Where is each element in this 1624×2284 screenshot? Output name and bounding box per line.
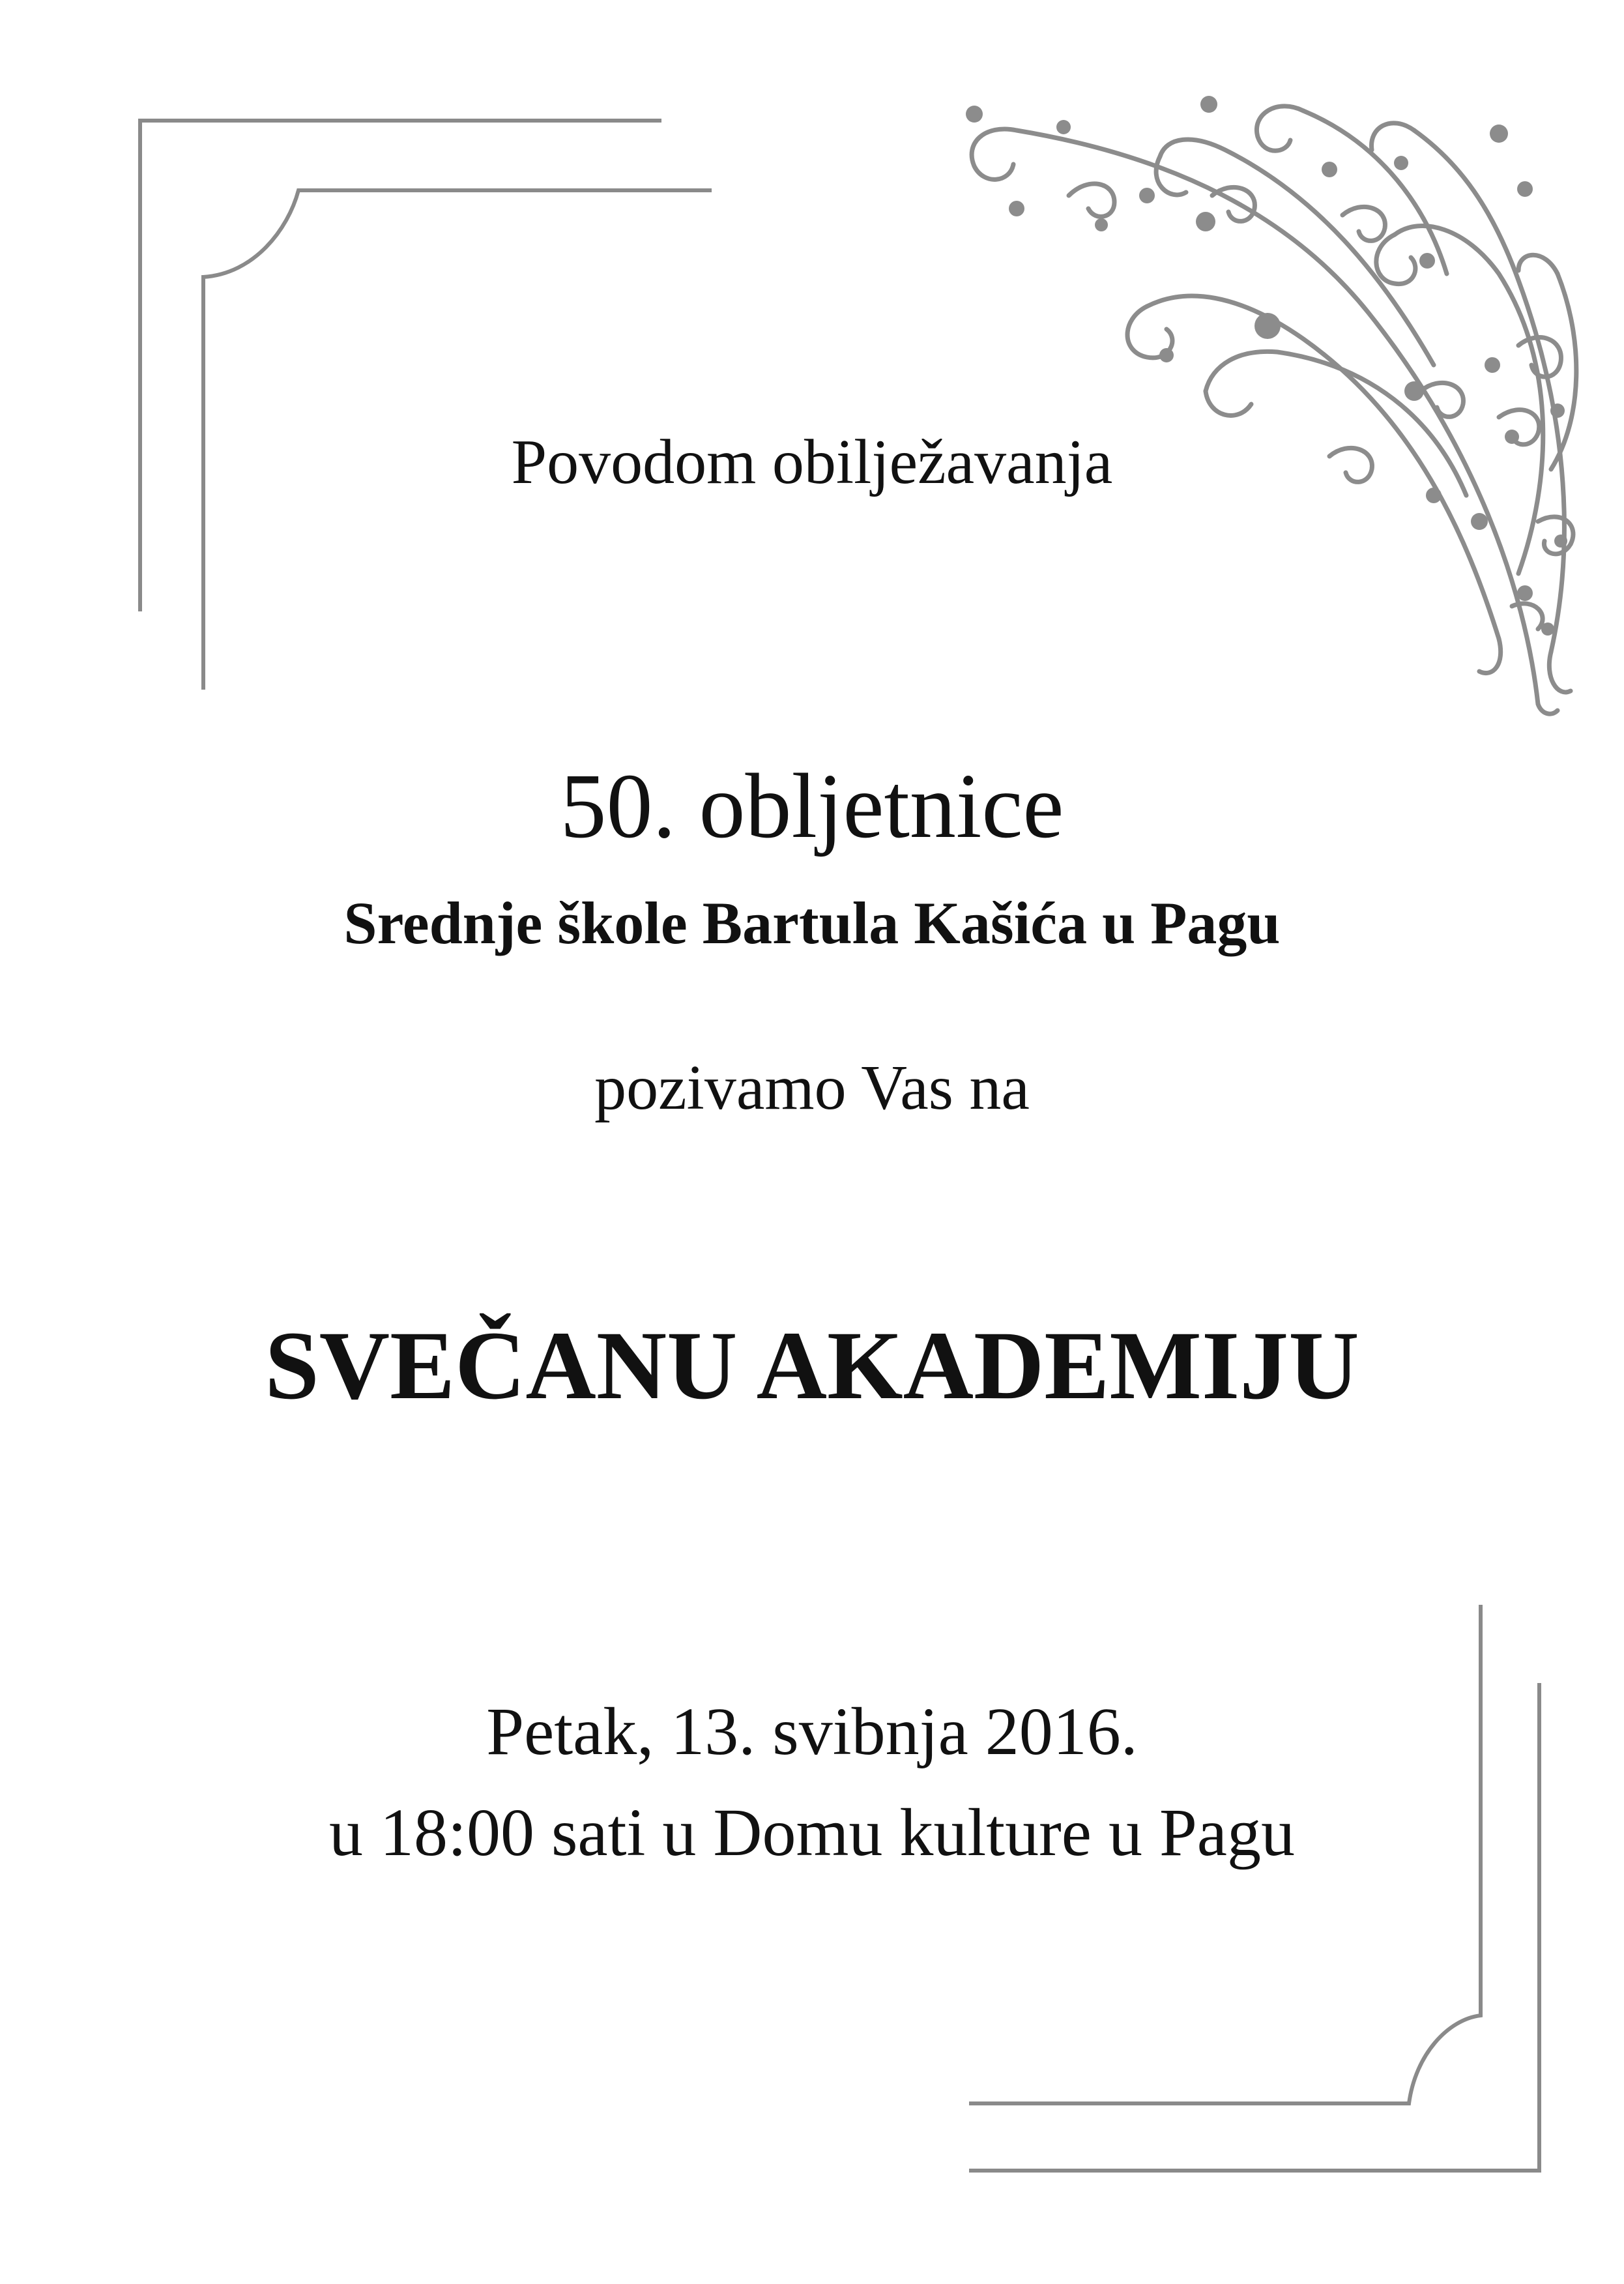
event-title: SVEČANU AKADEMIJU	[265, 1311, 1359, 1420]
school-name: Srednje škole Bartula Kašića u Pagu	[343, 890, 1281, 956]
event-date: Petak, 13. svibnja 2016.	[486, 1694, 1138, 1769]
intro-text: Povodom obilježavanja	[511, 427, 1113, 497]
event-time-place: u 18:00 sati u Domu kulture u Pagu	[329, 1795, 1295, 1870]
anniversary-heading: 50. obljetnice	[560, 754, 1064, 857]
invite-text: pozivamo Vas na	[594, 1053, 1030, 1123]
